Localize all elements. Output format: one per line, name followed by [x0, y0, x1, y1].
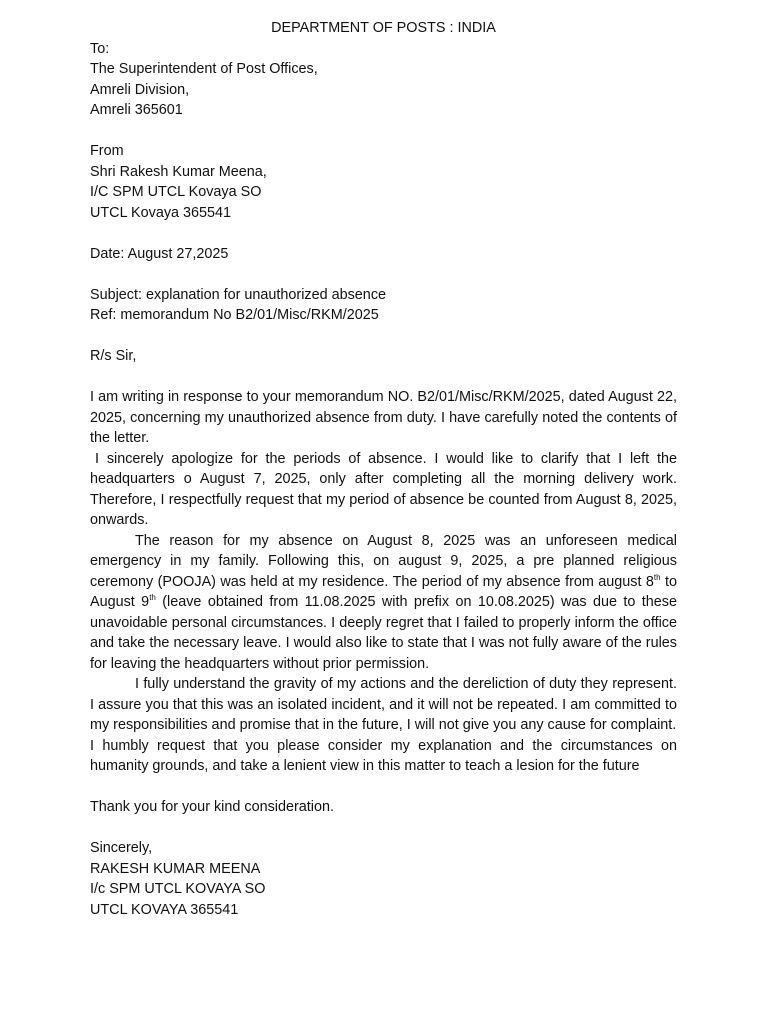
superscript-th-2: th	[149, 593, 156, 603]
spacer	[90, 777, 677, 798]
signatory-designation: I/c SPM UTCL KOVAYA SO	[90, 881, 266, 897]
sign-off: Sincerely,	[90, 840, 153, 856]
signatory-office: UTCL KOVAYA 365541	[90, 901, 239, 918]
to-address-line-3: Amreli 365601	[90, 102, 183, 118]
from-address-line-1: Shri Rakesh Kumar Meena,	[90, 163, 267, 180]
superscript-th-1: th	[653, 572, 661, 582]
to-address-line-2: Amreli Division,	[90, 81, 190, 98]
to-address-line-1: The Superintendent of Post Offices,	[90, 61, 318, 77]
body-paragraph-1: I am writing in response to your memorandum NO. B2/01/Misc/RKM/2025, dated August 22, 2025, concerning my unauthorized absence from duty. I have carefully noted the contents of the letter.	[90, 389, 677, 446]
letter-heading: DEPARTMENT OF POSTS : INDIA	[271, 20, 496, 36]
spacer	[90, 818, 677, 839]
from-address-line-2: I/C SPM UTCL Kovaya SO	[90, 184, 262, 200]
reference-line: Ref: memorandum No B2/01/Misc/RKM/2025	[90, 307, 379, 323]
signatory-name: RAKESH KUMAR MEENA	[90, 860, 261, 877]
thanks-line: Thank you for your kind consideration.	[90, 799, 334, 815]
spacer	[90, 367, 677, 388]
from-address-line-3: UTCL Kovaya 365541	[90, 204, 232, 221]
body-paragraph-3-part-b: to August 9	[90, 573, 677, 610]
spacer	[90, 121, 677, 142]
letter-date: Date: August 27,2025	[90, 245, 229, 262]
spacer	[90, 264, 677, 285]
body-paragraph-5: I humbly request that you please consider my explanation and the circumstances on humanity grounds, and take a lenient view in this matter to teach a lesion for the future	[90, 737, 677, 774]
body-paragraph-4: I fully understand the gravity of my actions and the dereliction of duty they represent. I assure you that this was an isolated incident, and it will not be repeated. I am committed to my responsibilities and promise that in the future, I will not give you any cause for complaint.	[90, 676, 677, 733]
subject-line: Subject: explanation for unauthorized absence	[90, 286, 387, 303]
body-paragraph-3-part-a: The reason for my absence on August 8, 2025 was an unforeseen medical emergency in my family. Following this, on august 9, 2025, a pre planned religious ceremony (POOJA) was held at my residence. The period of my absence from august 8	[90, 532, 677, 590]
body-paragraph-3-part-c: (leave obtained from 11.08.2025 with prefix on 10.08.2025) was due to these unavoidable personal circumstances. I deeply regret that I failed to properly inform the office and take the necessary leave. I would also like to state that I was not fully aware of the rules for leaving the headquarters without prior permission.	[90, 594, 677, 672]
from-label: From	[90, 143, 124, 159]
body-paragraph-3	[90, 531, 677, 675]
spacer	[90, 326, 677, 347]
to-label: To:	[90, 40, 110, 57]
letter-page	[90, 18, 677, 920]
spacer	[90, 223, 677, 244]
body-paragraph-2: I sincerely apologize for the periods of absence. I would like to clarify that I left the headquarters o August 7, 2025, only after completing all the morning delivery work. Therefore, I respectfully request that my period of absence be counted from August 8, 2025, onwards.	[90, 450, 677, 528]
salutation: R/s Sir,	[90, 348, 137, 364]
